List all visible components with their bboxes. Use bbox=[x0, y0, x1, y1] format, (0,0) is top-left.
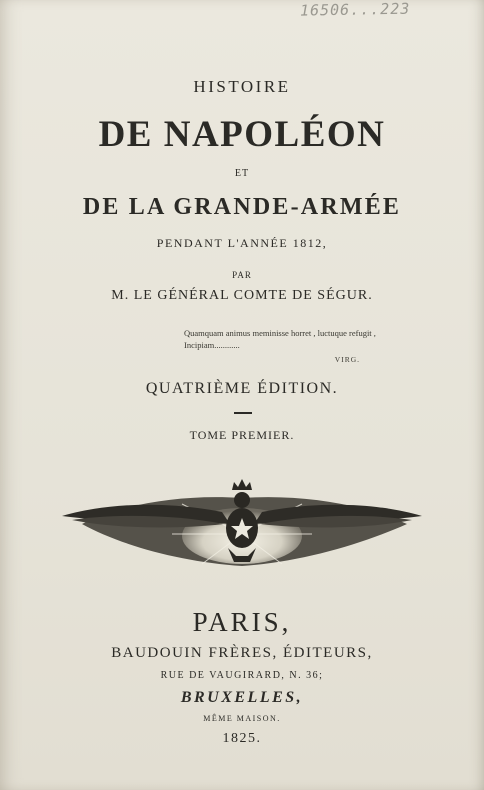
epigraph bbox=[184, 327, 414, 366]
imperial-eagle-icon bbox=[62, 474, 422, 574]
title-grande-armee: DE LA GRANDE-ARMÉE bbox=[82, 194, 402, 220]
publisher-address: RUE DE VAUGIRARD, N. 36; bbox=[160, 670, 324, 681]
author-name: M. LE GÉNÉRAL COMTE DE SÉGUR. bbox=[111, 288, 373, 303]
publication-year: 1825. bbox=[222, 731, 262, 746]
epigraph-author: VIRG. bbox=[334, 355, 360, 364]
same-house-label: MÊME MAISON. bbox=[203, 714, 281, 723]
title-napoleon: DE NAPOLÉON bbox=[98, 114, 386, 155]
by-label: PAR bbox=[232, 270, 252, 280]
city-bruxelles: BRUXELLES, bbox=[180, 689, 304, 706]
title-et: ET bbox=[234, 168, 250, 179]
separator-dash bbox=[234, 412, 252, 414]
publisher-name: BAUDOUIN FRÈRES, ÉDITEURS, bbox=[111, 645, 373, 661]
epigraph-line-2: Incipiam............ bbox=[184, 340, 240, 350]
title-histoire: HISTOIRE bbox=[193, 77, 291, 96]
epigraph-line-1: Quamquam animus meminisse horret , luctuque refugit , bbox=[184, 328, 376, 338]
subtitle-pendant: PENDANT L'ANNÉE 1812, bbox=[156, 236, 328, 250]
handwritten-note: 16506...223 bbox=[299, 0, 411, 20]
volume-label: TOME PREMIER. bbox=[189, 428, 295, 442]
edition-label: QUATRIÈME ÉDITION. bbox=[145, 380, 339, 397]
city-paris: PARIS, bbox=[192, 607, 292, 637]
